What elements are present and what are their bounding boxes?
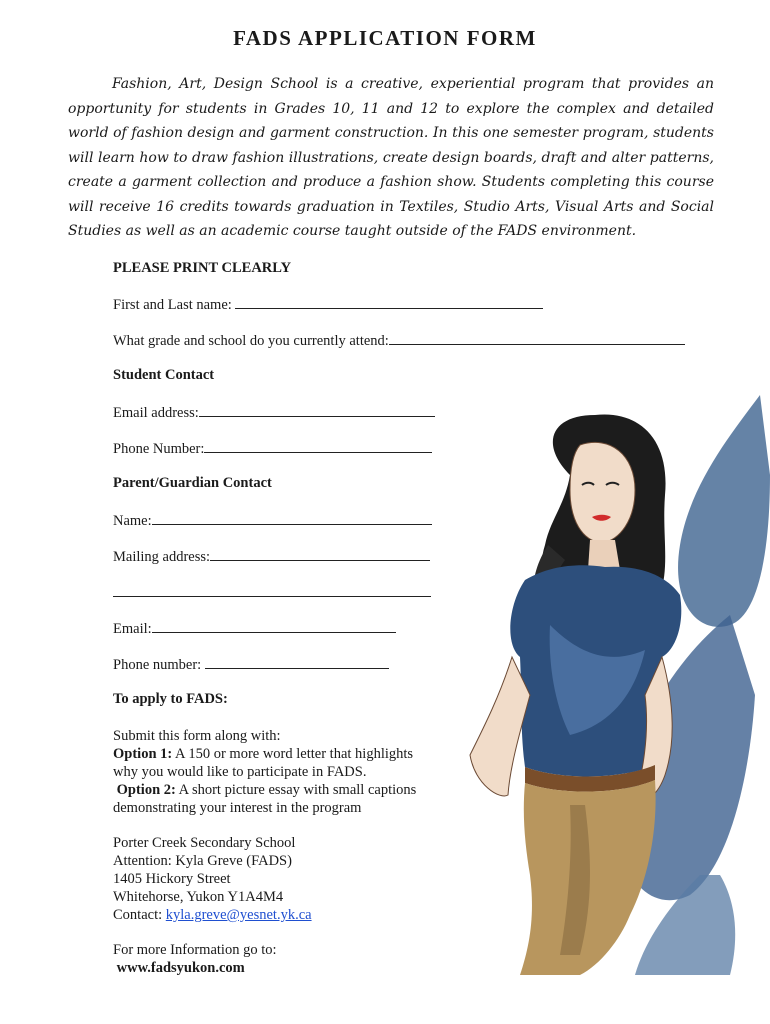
arm-left (470, 657, 530, 796)
contact-email-link[interactable]: kyla.greve@yesnet.yk.ca (165, 907, 312, 923)
apply-heading: To apply to FADS: (113, 691, 228, 707)
parent-name-field[interactable] (152, 511, 432, 525)
website-url[interactable] (113, 959, 277, 977)
school-name: Porter Creek Secondary School (113, 835, 296, 851)
intro-paragraph: Fashion, Art, Design School is a creative, experiential program that provides an opportunity for students in Grades 10, 11 and 12 to explore the complex and detailed world of fashion design and garment construction. In this one semester program, students will learn how to draw fashion illustrations, create design boards, draft and alter patterns, create a garment collection and produce a fashion show. Students completing this course will receive 16 credits towards graduation in Textiles, Studio Arts, Visual Arts and Social Studies as well as an academic course taught outside of the FADS environment. (68, 76, 714, 239)
contact-label: Contact: (113, 907, 166, 923)
parent-email-label: Email: (113, 621, 152, 637)
website-url-text: www.fadsyukon.com (116, 960, 245, 976)
parent-name-label: Name: (113, 513, 152, 529)
parent-contact-heading: Parent/Guardian Contact (113, 475, 272, 491)
phone-field[interactable] (204, 439, 432, 453)
phone-row (113, 439, 432, 458)
option1-text-continued: why you would like to participate in FADS. (113, 764, 367, 780)
option2-text: A short picture essay with small captions (175, 782, 417, 798)
option2-label: Option 2: (116, 782, 176, 798)
option1-text: A 150 or more word letter that highlights (172, 746, 414, 762)
option2-line (113, 781, 416, 799)
street-line: 1405 Hickory Street (113, 871, 231, 887)
option2-text-continued: demonstrating your interest in the program (113, 800, 362, 816)
parent-phone-field[interactable] (205, 655, 389, 669)
mailing-field[interactable] (210, 547, 430, 561)
form-title: FADS APPLICATION FORM (233, 26, 537, 50)
grade-field[interactable] (389, 331, 685, 345)
attention-line: Attention: Kyla Greve (FADS) (113, 853, 292, 869)
mailing-row-2 (113, 583, 431, 602)
print-clearly-heading: PLEASE PRINT CLEARLY (113, 260, 292, 276)
parent-name-row (113, 511, 432, 530)
grade-row (113, 331, 685, 350)
student-contact-heading: Student Contact (113, 367, 215, 383)
neck (588, 540, 620, 570)
brush-stroke-top (678, 395, 770, 627)
name-row (113, 295, 543, 314)
mailing-address-block (113, 834, 312, 924)
option1-label: Option 1: (113, 746, 173, 762)
email-row (113, 403, 435, 422)
more-info-label: For more Information go to: (113, 942, 277, 958)
mailing-label: Mailing address: (113, 549, 211, 565)
city-line: Whitehorse, Yukon Y1A4M4 (113, 889, 284, 905)
grade-label: What grade and school do you currently attend: (113, 333, 389, 349)
name-field[interactable] (235, 295, 543, 309)
mailing-row (113, 547, 430, 566)
parent-phone-label: Phone number: (113, 657, 205, 673)
name-label: First and Last name: (113, 297, 236, 313)
mailing-field-line-2[interactable] (113, 583, 431, 597)
more-info-block (113, 941, 277, 977)
email-label: Email address: (113, 405, 199, 421)
parent-phone-row (113, 655, 389, 674)
submit-line: Submit this form along with: (113, 728, 281, 744)
parent-email-row (113, 619, 396, 638)
apply-instructions (113, 727, 416, 817)
parent-email-field[interactable] (152, 619, 396, 633)
email-field[interactable] (199, 403, 435, 417)
contact-line (113, 906, 312, 924)
fashion-model-illustration (430, 395, 770, 975)
option1-line (113, 745, 416, 763)
phone-label: Phone Number: (113, 441, 205, 457)
